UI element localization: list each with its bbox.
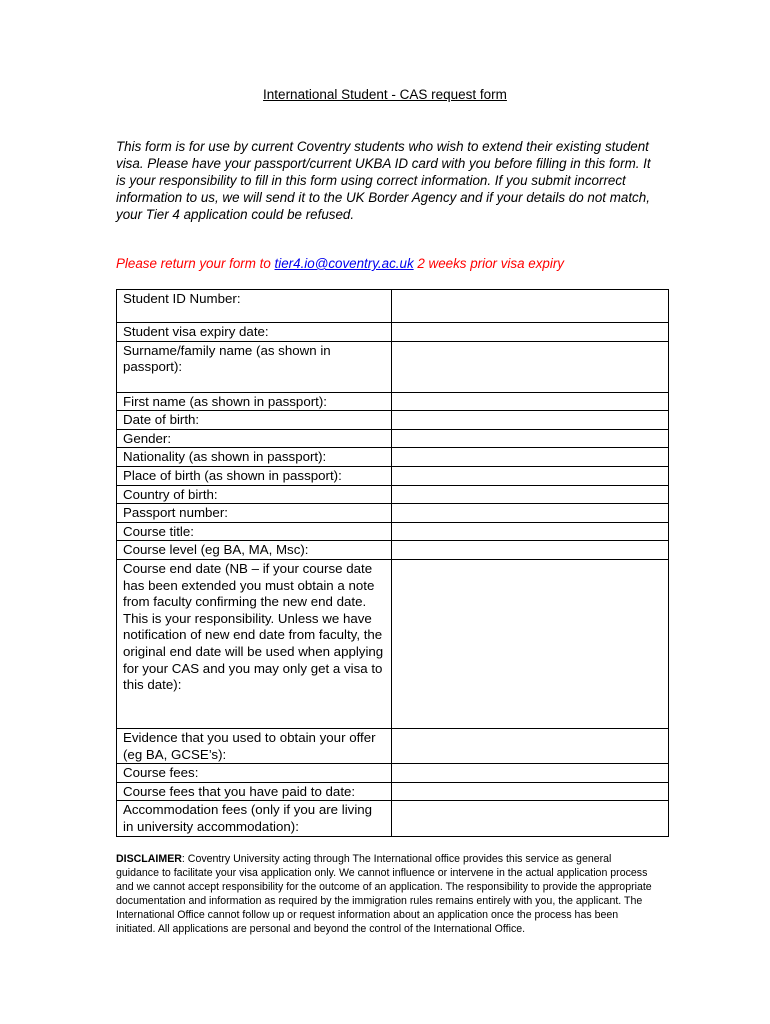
form-row-course-title xyxy=(117,522,669,541)
field-label: First name (as shown in passport): xyxy=(117,392,392,411)
field-label: Surname/family name (as shown in passport): xyxy=(117,341,392,392)
field-value-student-id[interactable] xyxy=(392,290,669,323)
field-label: Date of birth: xyxy=(117,411,392,430)
form-row-surname xyxy=(117,341,669,392)
form-row-visa-expiry xyxy=(117,323,669,342)
field-value-first-name[interactable] xyxy=(392,392,669,411)
return-prefix: Please return your form to xyxy=(116,256,275,271)
field-label: Evidence that you used to obtain your offer (eg BA, GCSE’s): xyxy=(117,728,392,763)
disclaimer-heading: DISCLAIMER xyxy=(116,853,182,865)
field-value-course-fees[interactable] xyxy=(392,764,669,783)
field-value-visa-expiry[interactable] xyxy=(392,323,669,342)
form-row-student-id xyxy=(117,290,669,323)
form-row-course-end-date xyxy=(117,559,669,728)
form-row-passport-number xyxy=(117,504,669,523)
field-value-course-title[interactable] xyxy=(392,522,669,541)
form-row-gender xyxy=(117,429,669,448)
field-value-country-of-birth[interactable] xyxy=(392,485,669,504)
form-row-course-fees xyxy=(117,764,669,783)
intro-text: This form is for use by current Coventry students who wish to extend their existing student visa. Please have your passport/current UKBA ID card with you before filling in this form. It is your responsibility to fill in this form using correct information. If you submit incorrect information to us, we will send it to the UK Border Agency and if your details do not match, your Tier 4 application could be refused. xyxy=(116,139,651,222)
intro-paragraph xyxy=(116,138,656,223)
field-label: Gender: xyxy=(117,429,392,448)
field-label: Nationality (as shown in passport): xyxy=(117,448,392,467)
form-title-text: International Student - CAS request form xyxy=(263,87,507,102)
field-label: Accommodation fees (only if you are living in university accommodation): xyxy=(117,801,392,836)
field-label: Student visa expiry date: xyxy=(117,323,392,342)
form-row-country-of-birth xyxy=(117,485,669,504)
application-form-table xyxy=(116,289,669,837)
field-value-fees-paid[interactable] xyxy=(392,782,669,801)
field-value-accommodation-fees[interactable] xyxy=(392,801,669,836)
disclaimer xyxy=(116,852,654,936)
field-label: Course end date (NB – if your course date has been extended you must obtain a note from faculty confirming the new end date. This is your responsibility. Unless we have notification of new end date from faculty, the original end date will be used when applying for your CAS and you may only get a visa to this date): xyxy=(117,559,392,728)
form-row-dob xyxy=(117,411,669,430)
field-label: Student ID Number: xyxy=(117,290,392,323)
field-label: Country of birth: xyxy=(117,485,392,504)
form-row-accommodation-fees xyxy=(117,801,669,836)
field-value-gender[interactable] xyxy=(392,429,669,448)
field-value-course-end-date[interactable] xyxy=(392,559,669,728)
form-row-fees-paid xyxy=(117,782,669,801)
field-value-course-level[interactable] xyxy=(392,541,669,560)
disclaimer-text: : Coventry University acting through The International office provides this service as general guidance to facilitate your visa application only. We cannot influence or intervene in the actual application process and we cannot accept responsibility for the outcome of an application. The responsibility to provide the appropriate documentation and information as required by the immigration rules remains entirely with you, the applicant. The International Office cannot follow up or request information about an application once the process has been initiated. All applications are personal and beyond the control of the International Office. xyxy=(116,853,652,935)
form-row-evidence xyxy=(117,728,669,763)
field-label: Course title: xyxy=(117,522,392,541)
field-value-passport-number[interactable] xyxy=(392,504,669,523)
field-label: Course fees that you have paid to date: xyxy=(117,782,392,801)
field-label: Passport number: xyxy=(117,504,392,523)
form-row-course-level xyxy=(117,541,669,560)
field-label: Course level (eg BA, MA, Msc): xyxy=(117,541,392,560)
field-label: Course fees: xyxy=(117,764,392,783)
form-title xyxy=(0,87,770,102)
return-email-link[interactable]: tier4.io@coventry.ac.uk xyxy=(274,256,414,271)
return-suffix: 2 weeks prior visa expiry xyxy=(413,256,564,271)
field-value-nationality[interactable] xyxy=(392,448,669,467)
form-row-first-name xyxy=(117,392,669,411)
field-value-place-of-birth[interactable] xyxy=(392,466,669,485)
field-label: Place of birth (as shown in passport): xyxy=(117,466,392,485)
field-value-evidence[interactable] xyxy=(392,728,669,763)
field-value-dob[interactable] xyxy=(392,411,669,430)
form-row-place-of-birth xyxy=(117,466,669,485)
form-row-nationality xyxy=(117,448,669,467)
return-notice xyxy=(116,256,676,271)
field-value-surname[interactable] xyxy=(392,341,669,392)
